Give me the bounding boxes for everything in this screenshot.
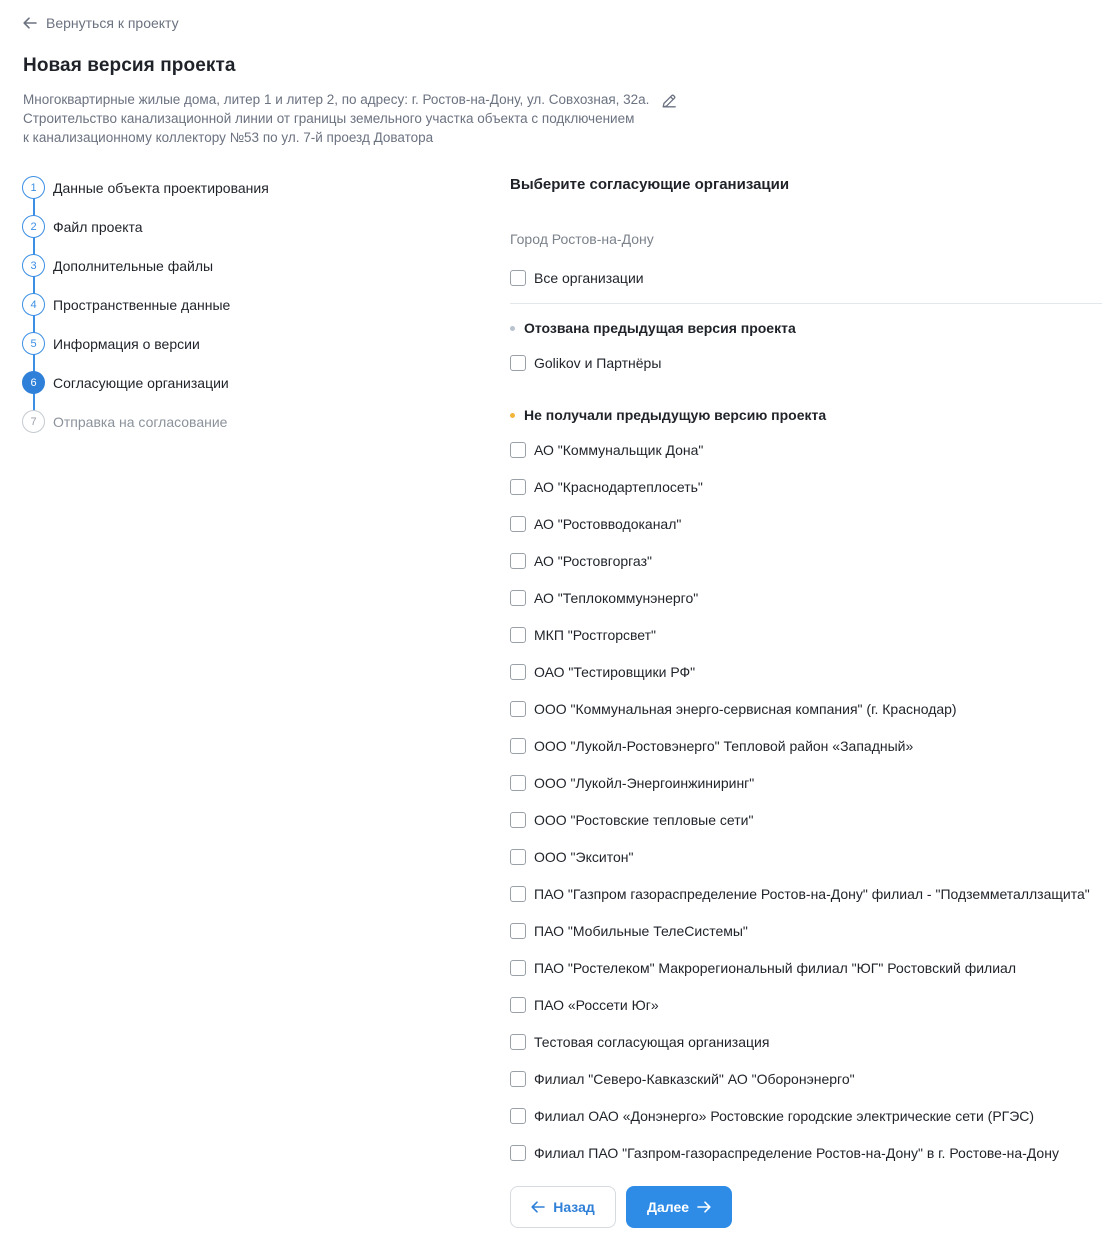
org-checkbox[interactable] xyxy=(510,653,1102,690)
org-name: МКП "Ростгорсвет" xyxy=(534,626,657,643)
arrow-left-icon xyxy=(23,17,37,29)
step-item[interactable] xyxy=(22,207,462,246)
org-checkbox[interactable] xyxy=(510,875,1102,912)
description-line: Многоквартирные жилые дома, литер 1 и литер 2, по адресу: г. Ростов-на-Дону, ул. Совхозная, 32а. xyxy=(23,92,650,107)
org-name: ПАО «Россети Юг» xyxy=(534,996,659,1013)
checkbox-box[interactable] xyxy=(510,701,526,717)
stepper xyxy=(22,168,462,441)
checkbox-box[interactable] xyxy=(510,1034,526,1050)
org-checkbox[interactable] xyxy=(510,468,1102,505)
back-button[interactable] xyxy=(510,1186,616,1228)
step-connector xyxy=(33,237,35,255)
step-item[interactable] xyxy=(22,324,462,363)
step-label: Отправка на согласование xyxy=(53,413,228,430)
status-dot-icon xyxy=(510,326,515,331)
org-name: Филиал ПАО "Газпром-газораспределение Ростов-на-Дону" в г. Ростове-на-Дону xyxy=(534,1144,1059,1161)
step-number: 7 xyxy=(22,410,45,433)
org-checkbox[interactable] xyxy=(510,579,1102,616)
next-button-label: Далее xyxy=(646,1199,690,1215)
org-name: Тестовая согласующая организация xyxy=(534,1033,770,1050)
checkbox-box[interactable] xyxy=(510,355,526,371)
org-name: ОАО "Тестировщики РФ" xyxy=(534,663,696,680)
step-item[interactable] xyxy=(22,402,462,441)
org-checkbox[interactable] xyxy=(510,1134,1102,1171)
checkbox-box[interactable] xyxy=(510,1145,526,1161)
org-checkbox[interactable] xyxy=(510,764,1102,801)
checkbox-box[interactable] xyxy=(510,553,526,569)
org-checkbox[interactable] xyxy=(510,986,1102,1023)
group-heading xyxy=(510,405,1102,425)
project-description xyxy=(23,90,653,147)
step-connector xyxy=(33,315,35,333)
org-checkbox[interactable] xyxy=(510,912,1102,949)
step-label: Данные объекта проектирования xyxy=(53,179,269,196)
next-button[interactable] xyxy=(626,1186,732,1228)
arrow-left-icon xyxy=(531,1201,545,1213)
checkbox-box[interactable] xyxy=(510,849,526,865)
org-name: ООО "Коммунальная энерго-сервисная компания" (г. Краснодар) xyxy=(534,700,957,717)
org-name: АО "Ростовводоканал" xyxy=(534,515,682,532)
org-list xyxy=(510,431,1102,1171)
step-connector xyxy=(33,393,35,411)
approvers-panel xyxy=(510,175,1102,1171)
divider xyxy=(510,303,1102,304)
description-line: Строительство канализационной линии от границы земельного участка объекта с подключением xyxy=(23,111,635,126)
checkbox-box[interactable] xyxy=(510,1071,526,1087)
org-checkbox[interactable] xyxy=(510,1097,1102,1134)
checkbox-box[interactable] xyxy=(510,627,526,643)
checkbox-box[interactable] xyxy=(510,590,526,606)
group-title: Отозвана предыдущая версия проекта xyxy=(524,320,796,336)
org-name: ПАО "Мобильные ТелеСистемы" xyxy=(534,922,748,939)
step-item[interactable] xyxy=(22,285,462,324)
step-item[interactable] xyxy=(22,363,462,402)
checkbox-box[interactable] xyxy=(510,886,526,902)
org-name: АО "Краснодартеплосеть" xyxy=(534,478,703,495)
description-line: к канализационному коллектору №53 по ул. 7-й проезд Доватора xyxy=(23,130,434,145)
status-dot-icon xyxy=(510,413,515,418)
step-label: Информация о версии xyxy=(53,335,200,352)
org-checkbox[interactable] xyxy=(510,505,1102,542)
step-connector xyxy=(33,354,35,372)
org-list xyxy=(510,344,1102,381)
city-label: Город Ростов-на-Дону xyxy=(510,231,654,247)
checkbox-box[interactable] xyxy=(510,516,526,532)
org-checkbox[interactable] xyxy=(510,344,1102,381)
org-checkbox[interactable] xyxy=(510,1060,1102,1097)
checkbox-box[interactable] xyxy=(510,960,526,976)
checkbox-label: Все организации xyxy=(534,269,644,286)
org-name: ООО "Лукойл-Ростовэнерго" Тепловой район «Западный» xyxy=(534,737,914,754)
step-connector xyxy=(33,198,35,216)
org-name: Филиал ОАО «Донэнерго» Ростовские городские электрические сети (РГЭС) xyxy=(534,1107,1035,1124)
checkbox-box[interactable] xyxy=(510,442,526,458)
org-name: ПАО "Газпром газораспределение Ростов-на-Дону" филиал - "Подземметаллзащита" xyxy=(534,885,1090,902)
org-name: АО "Коммунальщик Дона" xyxy=(534,441,704,458)
step-connector xyxy=(33,276,35,294)
org-name: Филиал "Северо-Кавказский" АО "Оборонэнерго" xyxy=(534,1070,855,1087)
step-label: Файл проекта xyxy=(53,218,143,235)
step-label: Пространственные данные xyxy=(53,296,231,313)
org-name: АО "Теплокоммунэнерго" xyxy=(534,589,699,606)
checkbox-box[interactable] xyxy=(510,738,526,754)
org-name: ООО "Экситон" xyxy=(534,848,634,865)
checkbox-box[interactable] xyxy=(510,812,526,828)
group-heading xyxy=(510,318,1102,338)
org-name: ПАО "Ростелеком" Макрорегиональный филиал "ЮГ" Ростовский филиал xyxy=(534,959,1017,976)
step-number: 6 xyxy=(22,371,45,394)
step-number: 4 xyxy=(22,293,45,316)
panel-title: Выберите согласующие организации xyxy=(510,176,790,193)
back-to-project-link[interactable] xyxy=(23,14,179,32)
org-name: ООО "Ростовские тепловые сети" xyxy=(534,811,754,828)
step-item[interactable] xyxy=(22,168,462,207)
checkbox-box[interactable] xyxy=(510,1108,526,1124)
step-number: 3 xyxy=(22,254,45,277)
back-link-label: Вернуться к проекту xyxy=(46,15,179,31)
footer-buttons xyxy=(510,1186,732,1228)
org-checkbox[interactable] xyxy=(510,727,1102,764)
org-checkbox[interactable] xyxy=(510,542,1102,579)
checkbox-box[interactable] xyxy=(510,664,526,680)
org-checkbox[interactable] xyxy=(510,801,1102,838)
checkbox-box[interactable] xyxy=(510,923,526,939)
org-name: Golikov и Партнёры xyxy=(534,354,662,371)
org-name: АО "Ростовгоргаз" xyxy=(534,552,652,569)
page-title: Новая версия проекта xyxy=(23,55,236,76)
select-all-checkbox[interactable] xyxy=(510,259,1102,296)
step-label: Дополнительные файлы xyxy=(53,257,214,274)
step-number: 1 xyxy=(22,176,45,199)
org-checkbox[interactable] xyxy=(510,1023,1102,1060)
checkbox-box[interactable] xyxy=(510,775,526,791)
back-button-label: Назад xyxy=(553,1199,595,1215)
checkbox-box[interactable] xyxy=(510,479,526,495)
org-checkbox[interactable] xyxy=(510,949,1102,986)
org-checkbox[interactable] xyxy=(510,690,1102,727)
org-checkbox[interactable] xyxy=(510,616,1102,653)
org-checkbox[interactable] xyxy=(510,431,1102,468)
step-number: 2 xyxy=(22,215,45,238)
checkbox-box[interactable] xyxy=(510,997,526,1013)
checkbox-box[interactable] xyxy=(510,270,526,286)
org-name: ООО "Лукойл-Энергоинжиниринг" xyxy=(534,774,755,791)
arrow-right-icon xyxy=(697,1201,711,1213)
org-groups xyxy=(510,318,1102,1171)
org-checkbox[interactable] xyxy=(510,838,1102,875)
step-item[interactable] xyxy=(22,246,462,285)
project-description-block xyxy=(23,90,703,147)
step-number: 5 xyxy=(22,332,45,355)
group-title: Не получали предыдущую версию проекта xyxy=(524,407,827,423)
pencil-icon[interactable] xyxy=(661,93,677,109)
step-label: Согласующие организации xyxy=(53,374,229,391)
